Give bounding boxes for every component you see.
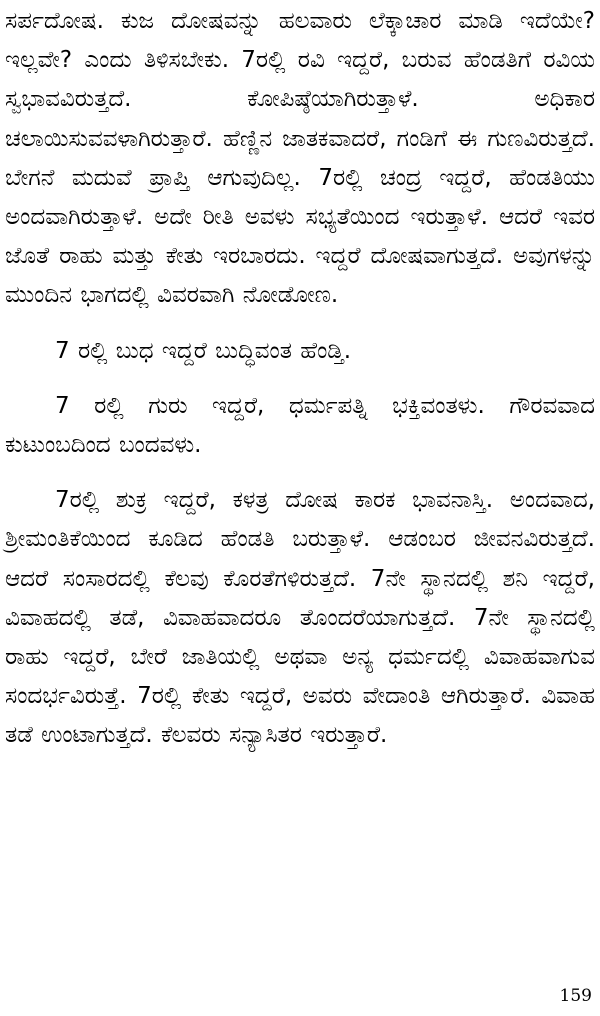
paragraph-2: 7 ರಲ್ಲಿ ಬುಧ ಇದ್ದರೆ ಬುದ್ಧಿವಂತ ಹೆಂಡ್ತಿ. <box>55 337 352 364</box>
paragraph-4: 7ರಲ್ಲಿ ಶುಕ್ರ ಇದ್ದರೆ, ಕಳತ್ರ ದೋಷ ಕಾರಕ ಭಾವನಾಸ್ತಿ. ಅಂದವಾದ, ಶ್ರೀಮಂತಿಕೆಯಿಂದ ಕೂಡಿದ ಹೆಂಡತಿ ಬರುತ್ತಾಳೆ. ಆಡಂಬರ ಜೀವನವಿರುತ್ತದೆ. ಆದರೆ ಸಂಸಾರದಲ್ಲಿ ಕೆಲವು ಕೊರತೆಗಳಿರುತ್ತದೆ. 7ನೇ ಸ್ಥಾನದಲ್ಲಿ ಶನಿ ಇದ್ದರೆ, ವಿವಾಹದಲ್ಲಿ ತಡೆ, ವಿವಾಹವಾದರೂ ತೊಂದರೆಯಾಗುತ್ತದೆ. 7ನೇ ಸ್ಥಾನದಲ್ಲಿ ರಾಹು ಇದ್ದರೆ, ಬೇರೆ ಜಾತಿಯಲ್ಲಿ ಅಥವಾ ಅನ್ಯ ಧರ್ಮದಲ್ಲಿ ವಿವಾಹವಾಗುವ ಸಂದರ್ಭವಿರುತ್ತೆ. 7ರಲ್ಲಿ ಕೇತು ಇದ್ದರೆ, ಅವರು ವೇದಾಂತಿ ಆಗಿರುತ್ತಾರೆ. ವಿವಾಹ ತಡೆ ಉಂಟಾಗುತ್ತದೆ. ಕೆಲವರು ಸನ್ಯಾಸಿತರ ಇರುತ್ತಾರೆ. <box>5 487 595 749</box>
page-number: 159 <box>559 986 592 1006</box>
paragraph-gap <box>5 371 595 387</box>
paragraph-gap <box>5 465 595 481</box>
paragraph-3: 7 ರಲ್ಲಿ ಗುರು ಇದ್ದರೆ, ಧರ್ಮಪತ್ನಿ ಭಕ್ತಿವಂತಳು. ಗೌರವವಾದ ಕುಟುಂಬದಿಂದ ಬಂದವಳು. <box>5 392 595 459</box>
paragraph-1: ಸರ್ಪದೋಷ. ಕುಜ ದೋಷವನ್ನು ಹಲವಾರು ಲೆಕ್ಕಾಚಾರ ಮಾಡಿ ಇದೆಯೇ? ಇಲ್ಲವೇ? ಎಂದು ತಿಳಿಸಬೇಕು. 7ರಲ್ಲಿ ರವಿ ಇದ್ದರೆ, ಬರುವ ಹೆಂಡತಿಗೆ ರವಿಯ ಸ್ವಭಾವವಿರುತ್ತದೆ. ಕೋಪಿಷ್ಠೆಯಾಗಿರುತ್ತಾಳೆ. ಅಧಿಕಾರ ಚಲಾಯಿಸುವವಳಾಗಿರುತ್ತಾರೆ. ಹೆಣ್ಣಿನ ಜಾತಕವಾದರೆ, ಗಂಡಿಗೆ ಈ ಗುಣವಿರುತ್ತದೆ. ಬೇಗನೆ ಮದುವೆ ಪ್ರಾಪ್ತಿ ಆಗುವುದಿಲ್ಲ. 7ರಲ್ಲಿ ಚಂದ್ರ ಇದ್ದರೆ, ಹೆಂಡತಿಯು ಅಂದವಾಗಿರುತ್ತಾಳೆ. ಅದೇ ರೀತಿ ಅವಳು ಸಭ್ಯತೆಯಿಂದ ಇರುತ್ತಾಳೆ. ಆದರೆ ಇವರ ಜೊತೆ ರಾಹು ಮತ್ತು ಕೇತು ಇರಬಾರದು. ಇದ್ದರೆ ದೋಷವಾಗುತ್ತದೆ. ಅವುಗಳನ್ನು ಮುಂದಿನ ಭಾಗದಲ್ಲಿ ವಿವರವಾಗಿ ನೋಡೋಣ. <box>5 8 595 309</box>
paragraph-gap <box>5 316 595 332</box>
